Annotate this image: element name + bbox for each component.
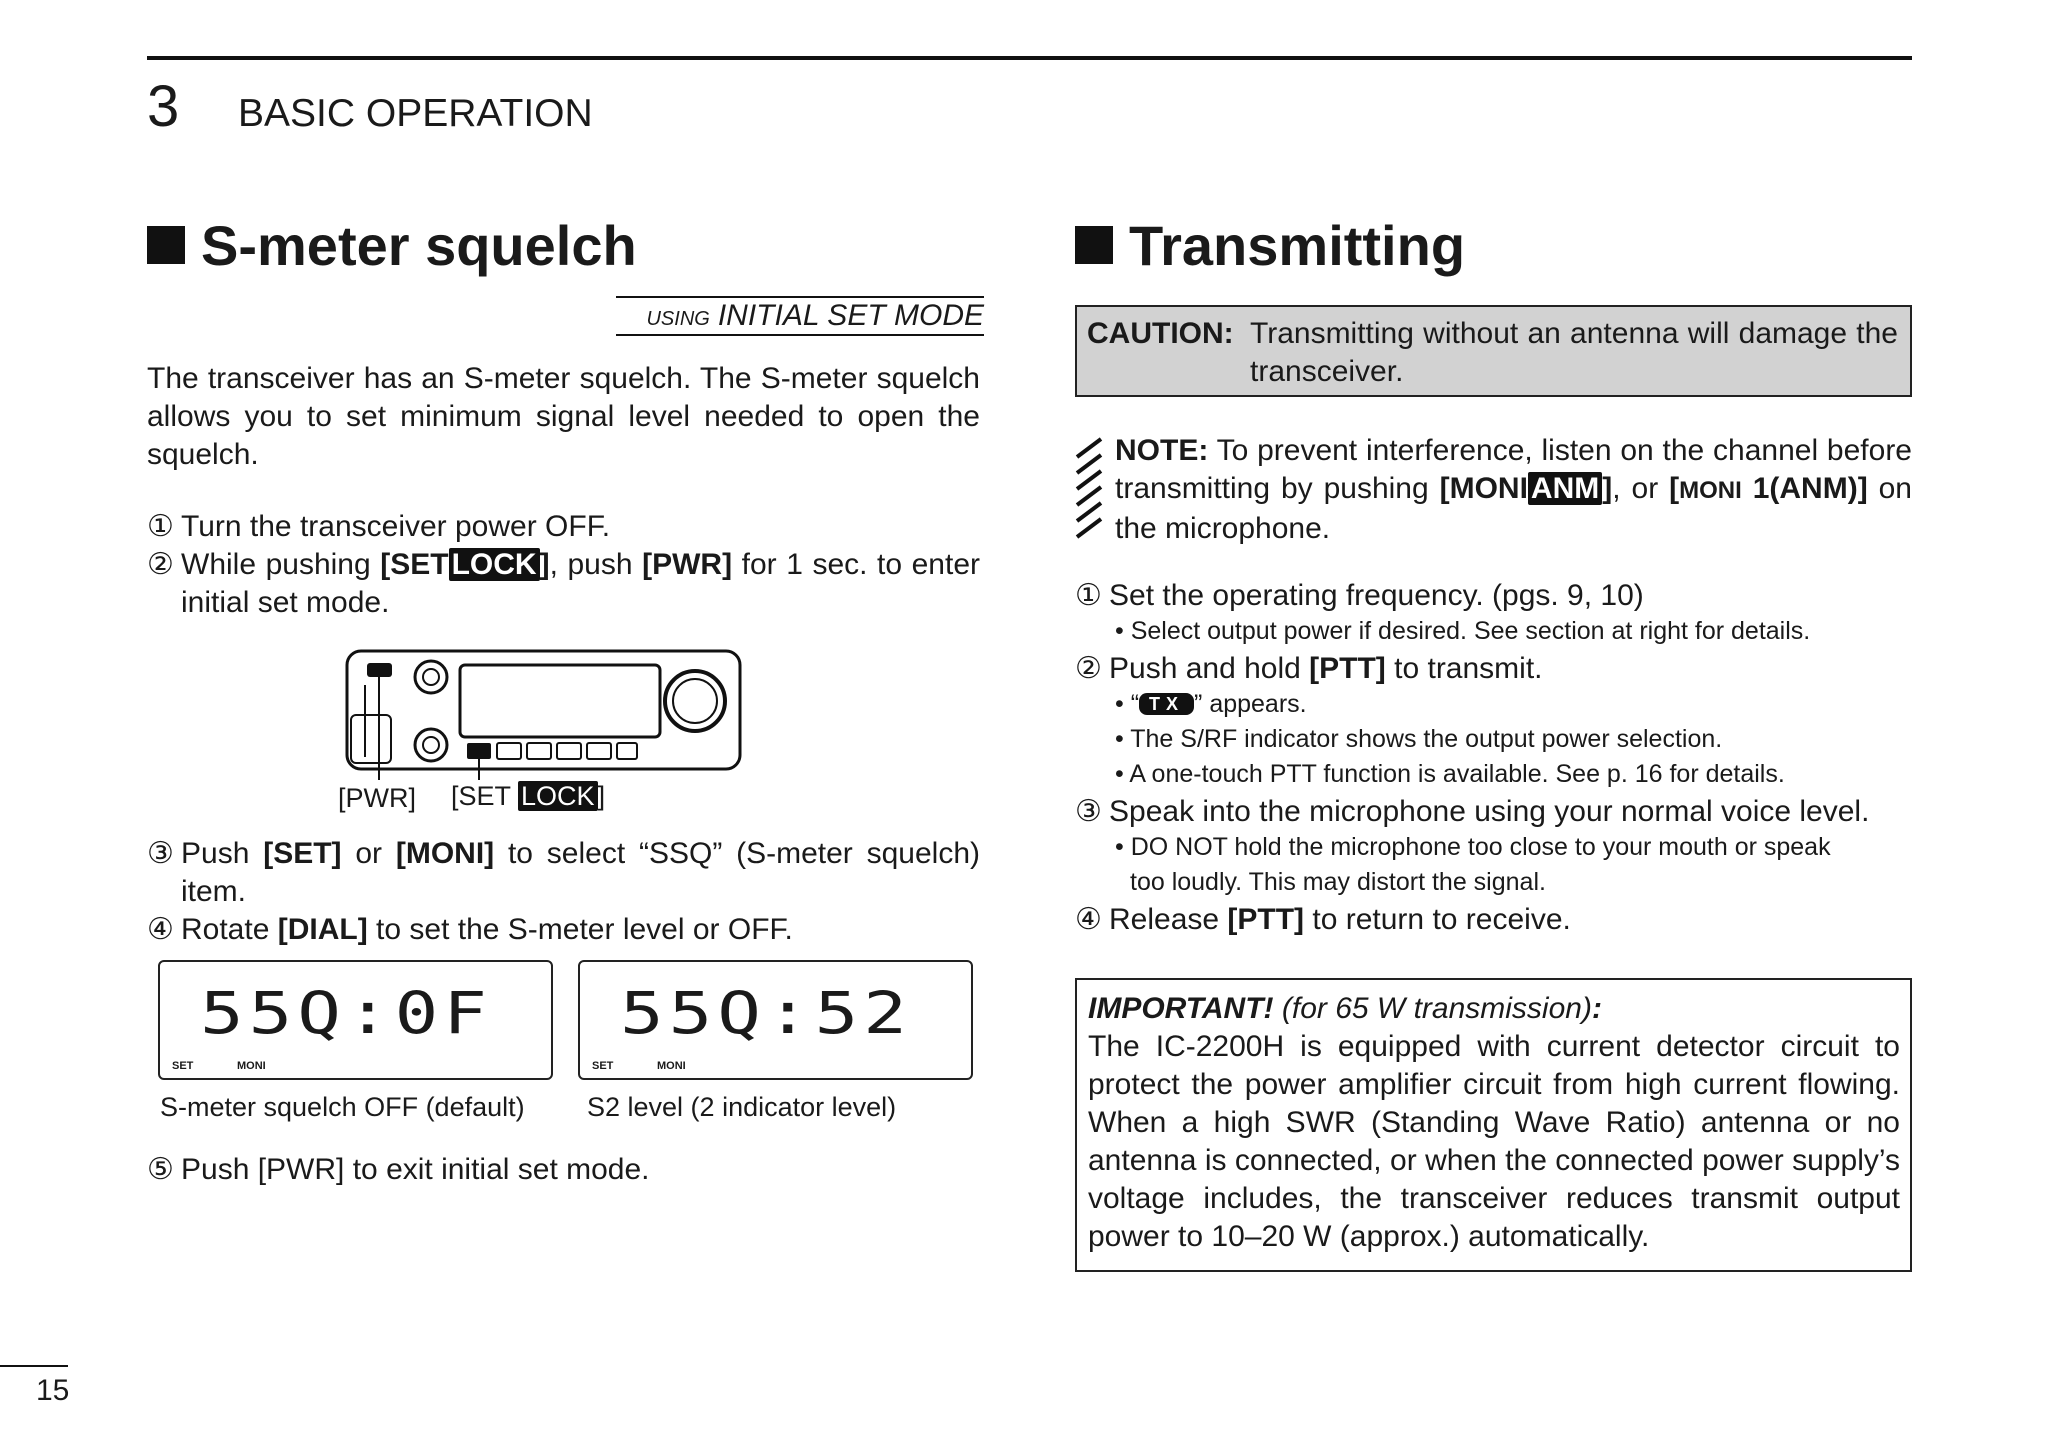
lcd-display-off [158, 960, 553, 1080]
important-box [1075, 978, 1912, 1272]
caution-label: CAUTION: [1087, 317, 1234, 350]
pwr-key [367, 663, 392, 677]
lcd-set-indicator: SET [172, 1060, 194, 1072]
page-number: 15 [36, 1374, 70, 1407]
section-title-s-meter-squelch: S-meter squelch [147, 215, 637, 277]
tx-step-2-bullet-ptt: • A one-touch PTT function is available. See p. 16 for details. [1115, 760, 1785, 788]
intro-paragraph: The transceiver has an S-meter squelch. The S-meter squelch allows you to set minimum signal level needed to open the squelch. [147, 362, 980, 471]
lcd-display-s2 [578, 960, 973, 1080]
using-mode-tag: USING INITIAL SET MODE [616, 296, 984, 336]
tx-step-3: ③ Speak into the microphone using your normal voice level. [1075, 795, 1870, 828]
section-title-transmitting: Transmitting [1075, 215, 1465, 277]
step-5: ⑤ Push [PWR] to exit initial set mode. [147, 1153, 650, 1186]
step-1: ① Turn the transceiver power OFF. [147, 510, 611, 543]
header-rule [147, 56, 1912, 60]
lcd-set-indicator: SET [592, 1060, 614, 1072]
lcd-caption-off: S-meter squelch OFF (default) [160, 1092, 525, 1122]
tx-step-3-bullet: • DO NOT hold the microphone too close to your mouth or speak [1115, 833, 1831, 861]
caution-text: Transmitting without an antenna will damage the transceiver. [1250, 317, 1898, 388]
chapter-title: BASIC OPERATION [238, 92, 593, 135]
pwr-label: [PWR] [338, 783, 416, 813]
tx-step-4: ④ Release [PTT] to return to receive. [1075, 903, 1571, 936]
footer-rule [0, 1365, 68, 1367]
radio-body [347, 651, 740, 769]
tx-step-2: ② Push and hold [PTT] to transmit. [1075, 652, 1543, 685]
tx-step-2-bullet-srf: • The S/RF indicator shows the output power selection. [1115, 725, 1723, 753]
important-title: IMPORTANT! (for 65 W transmission): [1088, 992, 1602, 1025]
caution-box [1075, 305, 1912, 397]
step-4: ④ Rotate [DIAL] to set the S-meter level or OFF. [147, 913, 793, 946]
step-2: ② While pushing [SET LOCK ], push [PWR] for 1 sec. to enter initial set mode. [147, 548, 980, 619]
set-lock-label: [SET LOCK ] [451, 781, 606, 811]
section-square-icon [147, 226, 185, 264]
note-paragraph: NOTE: To prevent interference, listen on the channel before transmitting by pushing [MONI ANM ], or [MONI 1(ANM)] on the microphone. [1115, 434, 1912, 545]
tx-step-3-bullet-cont: too loudly. This may distort the signal. [1130, 868, 1546, 896]
important-text: The IC-2200H is equipped with current detector circuit to protect the power amplifier circuit from high current flowing. When a high SWR (Standing Wave Ratio) antenna or no antenna is connected, or when the connected power supply’s voltage includes, the transceiver reduces transmit output power to 10–20 W (approx.) automatically. [1088, 1030, 1900, 1253]
chapter-number: 3 [147, 74, 180, 139]
tx-indicator-icon: TX [1139, 693, 1194, 715]
lcd-moni-indicator: MONI [657, 1060, 686, 1072]
lcd-segments: 55Q:0F [200, 979, 492, 1047]
lcd-caption-s2: S2 level (2 indicator level) [587, 1092, 897, 1122]
tx-step-1: ① Set the operating frequency. (pgs. 9, 10) [1075, 579, 1644, 612]
step-3: ③ Push [SET] or [MONI] to select “SSQ” (S-meter squelch) item. [147, 837, 981, 908]
lcd-segments: 55Q:52 [620, 979, 912, 1047]
lcd-moni-indicator: MONI [237, 1060, 266, 1072]
set-lock-key [467, 743, 491, 759]
section-square-icon [1075, 226, 1113, 264]
tx-step-1-bullet: • Select output power if desired. See section at right for details. [1115, 617, 1811, 645]
tx-step-2-bullet-tx: • “ TX ” appears. [1115, 690, 1307, 718]
note-hatch-icon [1075, 437, 1105, 542]
